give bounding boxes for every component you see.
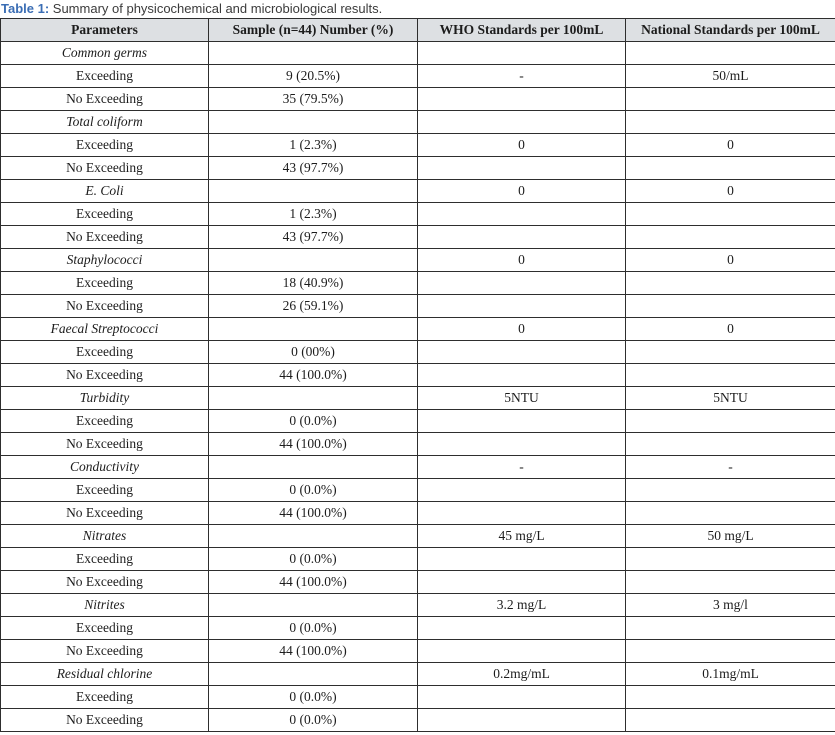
param-cell: Total coliform	[1, 111, 209, 134]
sample-cell	[209, 42, 418, 65]
param-cell: Exceeding	[1, 341, 209, 364]
who-cell	[418, 157, 626, 180]
sample-cell	[209, 594, 418, 617]
param-cell: Exceeding	[1, 134, 209, 157]
param-cell: E. Coli	[1, 180, 209, 203]
who-cell	[418, 433, 626, 456]
national-cell	[626, 709, 835, 732]
national-cell	[626, 502, 835, 525]
table-row	[1, 364, 835, 387]
sample-cell: 44 (100.0%)	[209, 502, 418, 525]
national-cell	[626, 364, 835, 387]
param-cell: Turbidity	[1, 387, 209, 410]
national-cell: 0	[626, 134, 835, 157]
who-cell	[418, 686, 626, 709]
who-cell	[418, 341, 626, 364]
sample-cell	[209, 249, 418, 272]
table-row	[1, 709, 835, 732]
national-cell	[626, 479, 835, 502]
table-row	[1, 525, 835, 548]
sample-cell: 0 (0.0%)	[209, 709, 418, 732]
national-cell	[626, 571, 835, 594]
table-caption-label: Table 1:	[1, 1, 50, 16]
table-row	[1, 341, 835, 364]
sample-cell: 44 (100.0%)	[209, 364, 418, 387]
table-row	[1, 686, 835, 709]
national-cell	[626, 548, 835, 571]
sample-cell: 0 (0.0%)	[209, 548, 418, 571]
param-cell: Exceeding	[1, 686, 209, 709]
param-cell: No Exceeding	[1, 433, 209, 456]
who-cell: -	[418, 456, 626, 479]
national-cell	[626, 226, 835, 249]
table-row	[1, 42, 835, 65]
national-cell	[626, 111, 835, 134]
col-header-sample: Sample (n=44) Number (%)	[209, 19, 418, 42]
sample-cell: 26 (59.1%)	[209, 295, 418, 318]
param-cell: No Exceeding	[1, 226, 209, 249]
national-cell	[626, 295, 835, 318]
param-cell: No Exceeding	[1, 157, 209, 180]
col-header-national-standards: National Standards per 100mL	[626, 19, 835, 42]
table-row	[1, 502, 835, 525]
table-row	[1, 65, 835, 88]
who-cell	[418, 111, 626, 134]
sample-cell	[209, 318, 418, 341]
table-row	[1, 295, 835, 318]
param-cell: Residual chlorine	[1, 663, 209, 686]
param-cell: No Exceeding	[1, 709, 209, 732]
who-cell: 0	[418, 249, 626, 272]
who-cell	[418, 88, 626, 111]
who-cell: 0	[418, 134, 626, 157]
sample-cell: 44 (100.0%)	[209, 571, 418, 594]
param-cell: Exceeding	[1, 617, 209, 640]
sample-cell: 43 (97.7%)	[209, 226, 418, 249]
sample-cell: 1 (2.3%)	[209, 203, 418, 226]
table-row	[1, 272, 835, 295]
national-cell: 0	[626, 318, 835, 341]
sample-cell: 18 (40.9%)	[209, 272, 418, 295]
sample-cell: 1 (2.3%)	[209, 134, 418, 157]
who-cell	[418, 364, 626, 387]
sample-cell: 9 (20.5%)	[209, 65, 418, 88]
national-cell: 50/mL	[626, 65, 835, 88]
who-cell	[418, 226, 626, 249]
table-row	[1, 548, 835, 571]
national-cell	[626, 433, 835, 456]
who-cell: 0	[418, 318, 626, 341]
national-cell	[626, 272, 835, 295]
param-cell: Exceeding	[1, 548, 209, 571]
sample-cell	[209, 456, 418, 479]
sample-cell	[209, 663, 418, 686]
who-cell	[418, 617, 626, 640]
table-row	[1, 226, 835, 249]
param-cell: Nitrates	[1, 525, 209, 548]
sample-cell	[209, 180, 418, 203]
sample-cell: 44 (100.0%)	[209, 640, 418, 663]
table-caption	[0, 0, 835, 18]
table-row	[1, 433, 835, 456]
who-cell: 5NTU	[418, 387, 626, 410]
sample-cell: 43 (97.7%)	[209, 157, 418, 180]
table-row	[1, 111, 835, 134]
sample-cell	[209, 111, 418, 134]
param-cell: Exceeding	[1, 65, 209, 88]
table-row	[1, 203, 835, 226]
sample-cell: 0 (00%)	[209, 341, 418, 364]
param-cell: Conductivity	[1, 456, 209, 479]
sample-cell	[209, 525, 418, 548]
table-row	[1, 594, 835, 617]
who-cell: 45 mg/L	[418, 525, 626, 548]
national-cell: 0	[626, 249, 835, 272]
who-cell	[418, 502, 626, 525]
who-cell: 0	[418, 180, 626, 203]
table-caption-text: Summary of physicochemical and microbiological results.	[49, 1, 383, 16]
national-cell	[626, 88, 835, 111]
param-cell: No Exceeding	[1, 295, 209, 318]
param-cell: No Exceeding	[1, 571, 209, 594]
sample-cell	[209, 387, 418, 410]
table-row	[1, 249, 835, 272]
table-row	[1, 663, 835, 686]
national-cell	[626, 42, 835, 65]
header-row	[1, 19, 835, 42]
sample-cell: 0 (0.0%)	[209, 479, 418, 502]
param-cell: Exceeding	[1, 479, 209, 502]
who-cell: -	[418, 65, 626, 88]
national-cell	[626, 203, 835, 226]
param-cell: Common germs	[1, 42, 209, 65]
sample-cell: 0 (0.0%)	[209, 410, 418, 433]
sample-cell: 0 (0.0%)	[209, 617, 418, 640]
who-cell: 0.2mg/mL	[418, 663, 626, 686]
results-table	[0, 18, 835, 732]
who-cell	[418, 410, 626, 433]
national-cell	[626, 686, 835, 709]
col-header-parameters: Parameters	[1, 19, 209, 42]
table-body	[1, 42, 835, 732]
who-cell	[418, 203, 626, 226]
table-row	[1, 180, 835, 203]
table-row	[1, 479, 835, 502]
param-cell: Nitrites	[1, 594, 209, 617]
param-cell: No Exceeding	[1, 88, 209, 111]
national-cell	[626, 157, 835, 180]
who-cell	[418, 709, 626, 732]
table-row	[1, 456, 835, 479]
table-row	[1, 88, 835, 111]
national-cell	[626, 640, 835, 663]
national-cell	[626, 617, 835, 640]
table-row	[1, 157, 835, 180]
col-header-who-standards: WHO Standards per 100mL	[418, 19, 626, 42]
table-row	[1, 571, 835, 594]
table-row	[1, 318, 835, 341]
param-cell: No Exceeding	[1, 640, 209, 663]
param-cell: No Exceeding	[1, 502, 209, 525]
table-row	[1, 640, 835, 663]
param-cell: No Exceeding	[1, 364, 209, 387]
sample-cell: 35 (79.5%)	[209, 88, 418, 111]
sample-cell: 0 (0.0%)	[209, 686, 418, 709]
sample-cell: 44 (100.0%)	[209, 433, 418, 456]
who-cell	[418, 548, 626, 571]
table-row	[1, 617, 835, 640]
table-row	[1, 410, 835, 433]
table-row	[1, 134, 835, 157]
param-cell: Exceeding	[1, 203, 209, 226]
who-cell	[418, 272, 626, 295]
national-cell: 50 mg/L	[626, 525, 835, 548]
national-cell: 3 mg/l	[626, 594, 835, 617]
who-cell	[418, 479, 626, 502]
national-cell	[626, 341, 835, 364]
table-row	[1, 387, 835, 410]
who-cell	[418, 42, 626, 65]
national-cell	[626, 410, 835, 433]
who-cell	[418, 295, 626, 318]
who-cell	[418, 571, 626, 594]
param-cell: Staphylococci	[1, 249, 209, 272]
national-cell: -	[626, 456, 835, 479]
who-cell: 3.2 mg/L	[418, 594, 626, 617]
who-cell	[418, 640, 626, 663]
national-cell: 0	[626, 180, 835, 203]
national-cell: 0.1mg/mL	[626, 663, 835, 686]
national-cell: 5NTU	[626, 387, 835, 410]
param-cell: Exceeding	[1, 272, 209, 295]
param-cell: Faecal Streptococci	[1, 318, 209, 341]
param-cell: Exceeding	[1, 410, 209, 433]
